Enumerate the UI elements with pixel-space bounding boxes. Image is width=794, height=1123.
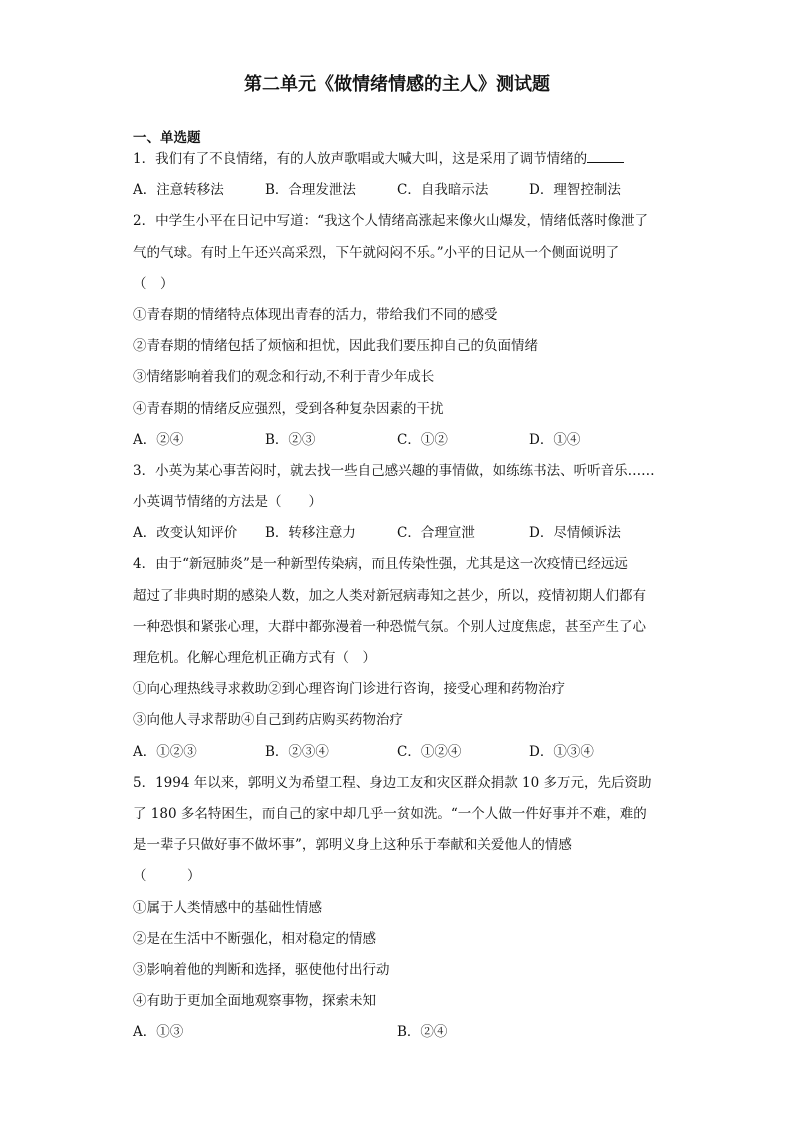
options-row xyxy=(133,429,661,460)
option-b: B．②③ xyxy=(265,431,316,448)
option-a: A．改变认知评价 xyxy=(133,525,238,542)
options-row xyxy=(133,741,661,772)
option-b: B．②③④ xyxy=(265,743,329,760)
option-d: D．理智控制法 xyxy=(529,182,621,199)
section-heading: 一、单选题 xyxy=(133,130,201,146)
question-stem-line: 是一辈子只做好事不做坏事”，郭明义身上这种乐于奉献和关爱他人的情感 xyxy=(133,837,572,854)
stem-text: 1．我们有了不良情绪，有的人放声歌唱或大喊大叫，这是采用了调节情绪的 xyxy=(133,151,588,167)
option-b: B．合理发泄法 xyxy=(265,182,356,199)
statement: ①属于人类情感中的基础性情感 xyxy=(133,899,322,916)
options-row xyxy=(133,522,661,553)
answer-blank xyxy=(587,148,624,163)
question-stem-line: 理危机。化解心理危机正确方式有（ ） xyxy=(133,650,376,666)
options-row xyxy=(133,1021,661,1052)
question-stem-line: 小英调节情绪的方法是（ ） xyxy=(133,494,322,511)
question-1 xyxy=(133,148,661,210)
option-b: B．②④ xyxy=(397,1024,448,1041)
question-stem-line: 气的气球。有时上午还兴高采烈，下午就闷闷不乐。”小平的日记从一个侧面说明了 xyxy=(133,244,620,261)
question-3 xyxy=(133,460,661,554)
option-d: D．①④ xyxy=(529,431,581,448)
statement: ④青春期的情绪反应强烈，受到各种复杂因素的干扰 xyxy=(133,400,444,417)
question-stem-line: 3．小英为某心事苦闷时，就去找一些自己感兴趣的事情做，如练练书法、听听音乐…… xyxy=(133,462,655,479)
option-a: A．①③ xyxy=(133,1024,184,1041)
question-2 xyxy=(133,210,661,460)
question-stem-line: （ ） xyxy=(133,868,201,885)
statement: ①向心理热线寻求救助②到心理咨询门诊进行咨询，接受心理和药物治疗 xyxy=(133,681,565,698)
question-stem-line: 超过了非典时期的感染人数，加之人类对新冠病毒知之甚少，所以，疫情初期人们都有 xyxy=(133,587,646,604)
statement: ③向他人寻求帮助④自己到药店购买药物治疗 xyxy=(133,712,403,729)
question-stem-line: 一种恐惧和紧张心理，大群中都弥漫着一种恐慌气氛。个别人过度焦虑，甚至产生了心 xyxy=(133,618,646,635)
options-row xyxy=(133,179,661,210)
question-stem-line: 2．中学生小平在日记中写道：“我这个人情绪高涨起来像火山爆发，情绪低落时像泄了 xyxy=(133,213,648,230)
option-d: D．尽情倾诉法 xyxy=(529,525,621,542)
question-stem-line: 5．1994 年以来，郭明义为希望工程、身边工友和灾区群众捐款 10 多万元，先后资助 xyxy=(133,774,652,791)
statement: ④有助于更加全面地观察事物，探索未知 xyxy=(133,993,376,1010)
option-c: C．①②④ xyxy=(397,743,462,760)
statement: ②是在生活中不断强化，相对稳定的情感 xyxy=(133,930,376,947)
statement: ③影响着他的判断和选择，驱使他付出行动 xyxy=(133,961,390,978)
option-a: A．注意转移法 xyxy=(133,182,224,199)
option-c: C．合理宣泄 xyxy=(397,525,475,542)
question-stem xyxy=(133,148,661,179)
page-title: 第二单元《做情绪情感的主人》测试题 xyxy=(244,74,550,95)
question-stem-line: 了 180 多名特困生，而自己的家中却几乎一贫如洗。“一个人做一件好事并不难，难的 xyxy=(133,805,647,822)
option-b: B．转移注意力 xyxy=(265,525,356,542)
statement: ①青春期的情绪特点体现出青春的活力，带给我们不同的感受 xyxy=(133,306,498,323)
option-c: C．自我暗示法 xyxy=(397,182,489,199)
option-a: A．②④ xyxy=(133,431,184,448)
option-a: A．①②③ xyxy=(133,743,197,760)
option-d: D．①③④ xyxy=(529,743,594,760)
question-list xyxy=(133,148,661,1052)
question-5 xyxy=(133,772,661,1053)
question-stem-line: 4．由于“新冠肺炎”是一种新型传染病，而且传染性强，尤其是这一次疫情已经远远 xyxy=(133,556,628,573)
question-stem-line: （ ） xyxy=(133,275,174,292)
question-4 xyxy=(133,553,661,771)
option-c: C．①② xyxy=(397,431,448,448)
statement: ③情绪影响着我们的观念和行动,不利于青少年成长 xyxy=(133,369,435,386)
statement: ②青春期的情绪包括了烦恼和担忧，因此我们要压抑自己的负面情绪 xyxy=(133,338,538,355)
